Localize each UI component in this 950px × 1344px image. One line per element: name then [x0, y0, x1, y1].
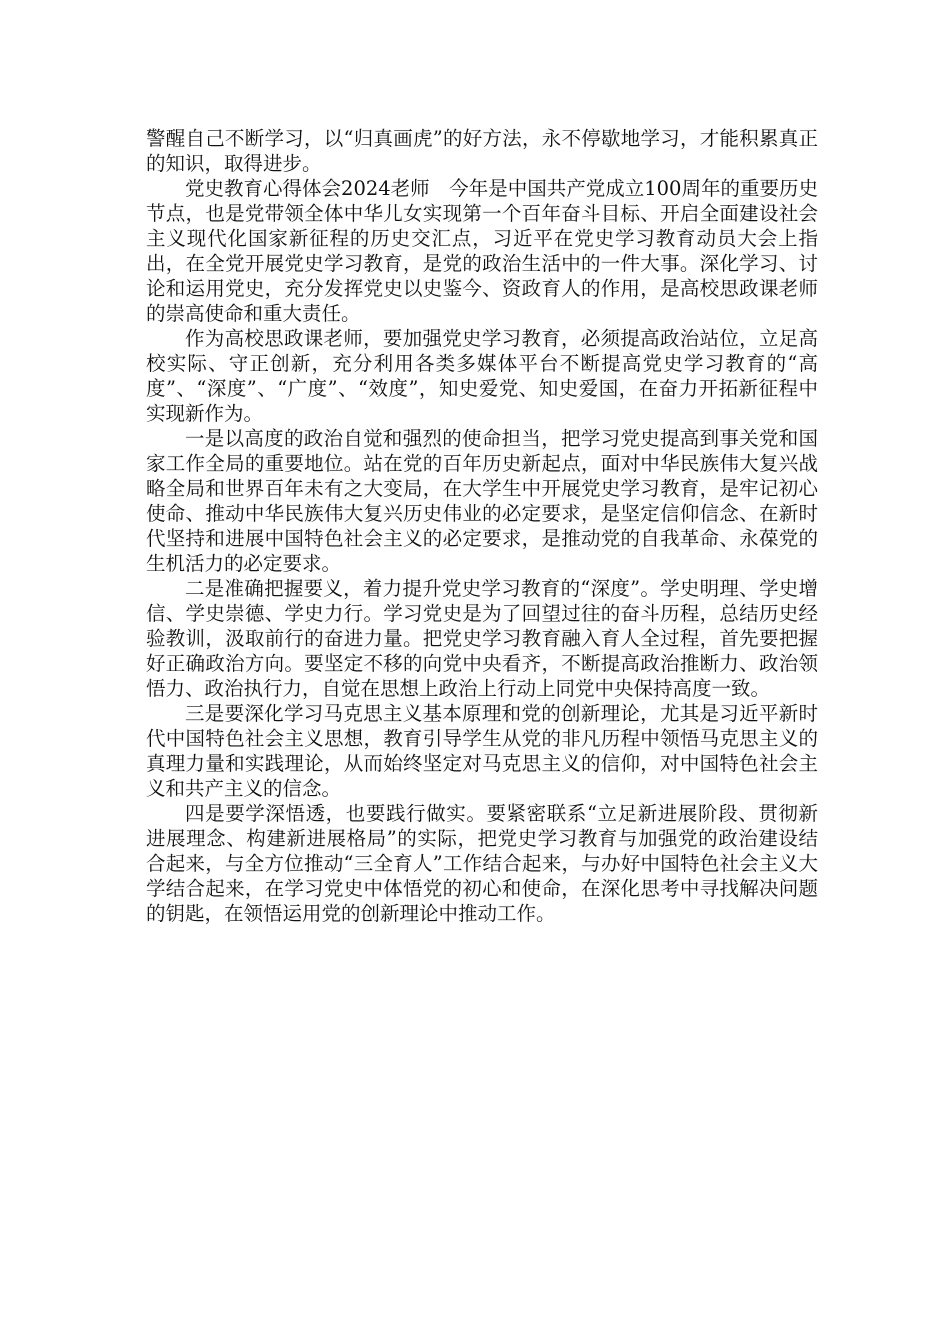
paragraph-continuation: 警醒自己不断学习，以“归真画虎”的好方法，永不停歇地学习，才能积累真正的知识，取得进步。 [146, 127, 818, 175]
paragraph-point-one: 一是以高度的政治自觉和强烈的使命担当，把学习党史提高到事关党和国家工作全局的重要地位。站在党的百年历史新起点，面对中华民族伟大复兴战略全局和世界百年未有之大变局，在大学生中开展党史学习教育，是牢记初心使命、推动中华民族伟大复兴历史伟业的必定要求，是坚定信仰信念、在新时代坚持和进展中国特色社会主义的必定要求，是推动党的自我革命、永葆党的生机活力的必定要求。 [146, 427, 818, 575]
paragraph-intro: 党史教育心得体会2024老师 今年是中国共产党成立100周年的重要历史节点，也是党带领全体中华儿女实现第一个百年奋斗目标、开启全面建设社会主义现代化国家新征程的历史交汇点，习近平在党史学习教育动员大会上指出，在全党开展党史学习教育，是党的政治生活中的一件大事。深化学习、讨论和运用党史，充分发挥党史以史鉴今、资政育人的作用，是高校思政课老师的崇高使命和重大责任。 [146, 177, 818, 325]
paragraph-point-three: 三是要深化学习马克思主义基本原理和党的创新理论，尤其是习近平新时代中国特色社会主义思想，教育引导学生从党的非凡历程中领悟马克思主义的真理力量和实践理论，从而始终坚定对马克思主义的信仰，对中国特色社会主义和共产主义的信念。 [146, 702, 818, 800]
paragraph-teacher-role: 作为高校思政课老师，要加强党史学习教育，必须提高政治站位，立足高校实际、守正创新，充分利用各类多媒体平台不断提高党史学习教育的“高度”、“深度”、“广度”、“效度”，知史爱党、知史爱国，在奋力开拓新征程中实现新作为。 [146, 327, 818, 425]
document-body [146, 126, 818, 926]
paragraph-point-two: 二是准确把握要义，着力提升党史学习教育的“深度”。学史明理、学史增信、学史崇德、学史力行。学习党史是为了回望过往的奋斗历程，总结历史经验教训，汲取前行的奋进力量。把党史学习教育融入育人全过程，首先要把握好正确政治方向。要坚定不移的向党中央看齐，不断提高政治推断力、政治领悟力、政治执行力，自觉在思想上政治上行动上同党中央保持高度一致。 [146, 577, 818, 700]
paragraph-point-four: 四是要学深悟透，也要践行做实。要紧密联系“立足新进展阶段、贯彻新进展理念、构建新进展格局”的实际，把党史学习教育与加强党的政治建设结合起来，与全方位推动“三全育人”工作结合起来，与办好中国特色社会主义大学结合起来，在学习党史中体悟党的初心和使命，在深化思考中寻找解决问题的钥匙，在领悟运用党的创新理论中推动工作。 [146, 802, 818, 925]
